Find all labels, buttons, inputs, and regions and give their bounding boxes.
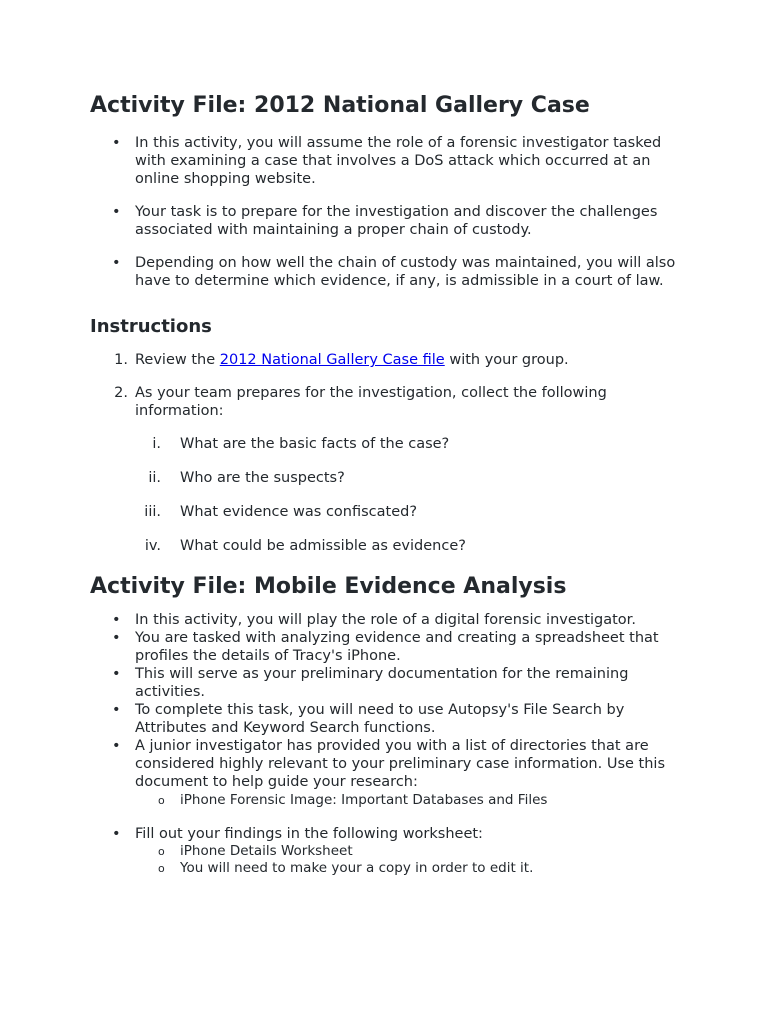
list-item (90, 254, 690, 290)
step-text: As your team prepares for the investigation, collect the following information: (135, 385, 607, 419)
list-item-text: A junior investigator has provided you with a list of directories that are considered highly relevant to your preliminary case information. Use this document to help guide your research: (135, 738, 666, 790)
list-item (90, 665, 690, 701)
sub-bullet-marker: o (158, 794, 165, 807)
list-item (90, 134, 690, 188)
sub-list-item (90, 843, 690, 860)
bullet-marker: • (112, 204, 121, 220)
list-item-text: This will serve as your preliminary documentation for the remaining activities. (135, 666, 629, 700)
instructions-list (90, 351, 690, 420)
question-text: Who are the suspects? (180, 470, 345, 486)
list-item (90, 737, 690, 791)
sub-list-item (90, 860, 690, 877)
question-number: i. (152, 436, 161, 452)
list-item (90, 825, 690, 843)
question-list (90, 435, 690, 555)
sub-bullet-marker: o (158, 862, 165, 875)
list-item (90, 611, 690, 629)
sub-bullet-marker: o (158, 845, 165, 858)
case-file-link[interactable]: 2012 National Gallery Case file (219, 352, 445, 368)
sub-list-item-text: iPhone Details Worksheet (180, 843, 353, 859)
sub-list-item-text: You will need to make your a copy in order to edit it. (180, 860, 534, 876)
sub-bullet-list (90, 843, 690, 877)
question-item (90, 469, 690, 487)
question-text: What could be admissible as evidence? (180, 538, 466, 554)
bullet-marker: • (112, 738, 121, 754)
step-number: 1. (114, 352, 128, 368)
question-text: What evidence was confiscated? (180, 504, 418, 520)
bullet-marker: • (112, 255, 121, 271)
question-item (90, 435, 690, 453)
bullet-marker: • (112, 702, 121, 718)
step-text-before: Review the (135, 352, 220, 368)
bullet-marker: • (112, 612, 121, 628)
list-item-text: Fill out your findings in the following worksheet: (135, 826, 483, 842)
bullet-marker: • (112, 826, 121, 842)
list-item (90, 203, 690, 239)
document-page (90, 92, 690, 877)
list-item-text: Your task is to prepare for the investigation and discover the challenges associated with maintaining a proper chain of custody. (135, 204, 658, 238)
question-number: ii. (148, 470, 161, 486)
section2-bullet-list (90, 611, 690, 791)
section1-bullet-list (90, 134, 690, 290)
question-number: iii. (144, 504, 161, 520)
sub-list-item-text: iPhone Forensic Image: Important Databases and Files (180, 792, 548, 808)
question-item (90, 503, 690, 521)
list-item-text: In this activity, you will play the role of a digital forensic investigator. (135, 612, 636, 628)
list-item-text: You are tasked with analyzing evidence and creating a spreadsheet that profiles the details of Tracy's iPhone. (135, 630, 659, 664)
step-number: 2. (114, 385, 128, 401)
bullet-marker: • (112, 630, 121, 646)
instructions-heading: Instructions (90, 316, 212, 337)
list-item-text: To complete this task, you will need to use Autopsy's File Search by Attributes and Keyword Search functions. (135, 702, 625, 736)
bullet-marker: • (112, 135, 121, 151)
section1-title: Activity File: 2012 National Gallery Case (90, 93, 590, 118)
section2-bullet-list-2 (90, 825, 690, 843)
question-number: iv. (144, 538, 161, 554)
sub-list-item (90, 792, 690, 809)
question-item (90, 537, 690, 555)
sub-bullet-list (90, 792, 690, 809)
list-item (90, 629, 690, 665)
list-item-text: In this activity, you will assume the role of a forensic investigator tasked with examining a case that involves a DoS attack which occurred at an online shopping website. (135, 135, 662, 187)
instruction-step (90, 384, 690, 420)
step-text-after: with your group. (444, 352, 569, 368)
list-item-text: Depending on how well the chain of custody was maintained, you will also have to determine which evidence, if any, is admissible in a court of law. (135, 255, 676, 289)
question-text: What are the basic facts of the case? (180, 436, 450, 452)
instruction-step (90, 351, 690, 369)
bullet-marker: • (112, 666, 121, 682)
list-item (90, 701, 690, 737)
section2-title: Activity File: Mobile Evidence Analysis (90, 574, 567, 599)
